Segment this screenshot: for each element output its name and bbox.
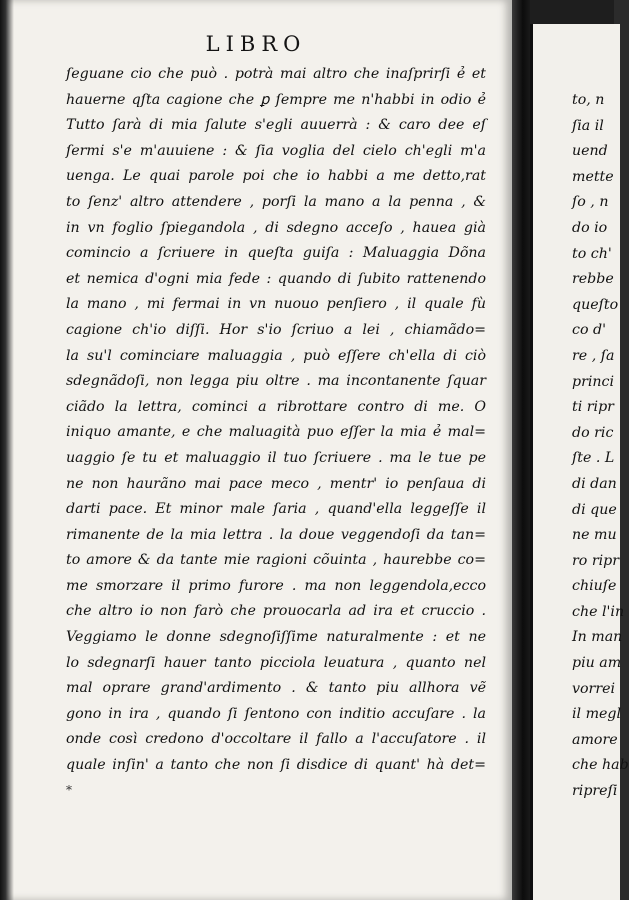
text-line: to ch' bbox=[572, 245, 612, 262]
page-mark: * bbox=[66, 783, 72, 797]
text-line: co d' bbox=[572, 322, 606, 339]
text-line: to ſenz' altro attendere , porſi la mano a la penna , & bbox=[66, 193, 486, 210]
text-line: piu am bbox=[572, 655, 622, 672]
text-line: Veggiamo le donne sdegnoſiſſime naturalmente : et ne bbox=[66, 629, 486, 646]
text-line: di dan bbox=[572, 475, 617, 492]
text-line: ro ripr bbox=[572, 552, 620, 569]
text-line: di que bbox=[572, 501, 617, 518]
text-line: ſermi s'e m'auuiene : & ſia voglia del cielo ch'egli m'a bbox=[66, 142, 486, 159]
text-line: chiuſe bbox=[572, 578, 617, 595]
right-page-cropped bbox=[530, 24, 629, 900]
text-line: mal oprare grand'ardimento . & tanto piu allhora vẽ bbox=[66, 680, 486, 697]
text-line: amore bbox=[572, 731, 618, 748]
text-line: In man bbox=[572, 629, 623, 646]
text-line: gono in ira , quando ſi ſentono con inditio accuſare . la bbox=[66, 705, 486, 722]
text-line: queſto bbox=[572, 296, 619, 313]
text-line: rimanente de la mia lettra . la doue veggendoſi da tan= bbox=[66, 526, 486, 543]
text-line: iniquo amante, e che maluagità puo eſſer la mia ẻ mal= bbox=[66, 424, 486, 441]
text-line: rebbe bbox=[572, 271, 614, 288]
text-line: Tutto ſarà di mia ſalute s'egli auuerrà : & caro dee eſ bbox=[66, 117, 486, 134]
text-line: che hab bbox=[572, 757, 629, 774]
text-line: ſeguane cio che può . potrà mai altro che inaſprirſi ẻ et bbox=[66, 66, 486, 82]
right-page-text-block bbox=[572, 88, 629, 805]
text-line: onde così credono d'occoltare il fallo a l'accuſatore . il bbox=[66, 731, 486, 748]
book-gutter bbox=[512, 0, 530, 900]
text-line: to, n bbox=[572, 92, 605, 108]
text-line: ciãdo la lettra, cominci a ribrottare contro di me. O bbox=[66, 398, 486, 415]
text-line: ſia il bbox=[572, 117, 604, 134]
text-line: to amore & da tante mie ragioni cõuinta , haurebbe co= bbox=[66, 552, 486, 569]
text-line: il megl bbox=[572, 706, 622, 723]
running-head: LIBRO bbox=[205, 32, 307, 56]
text-line: ne mu bbox=[572, 527, 617, 544]
text-line: hauerne qſta cagione che ꝑ ſempre me n'habbi in odio ẻ bbox=[66, 91, 486, 108]
text-line: uaggio ſe tu et maluaggio il tuo ſcriuere . ma le tue pe bbox=[66, 449, 486, 466]
text-line: cagione ch'io diſſi. Hor s'io ſcriuo a lei , chiamãdo= bbox=[66, 321, 486, 338]
text-line: mette bbox=[572, 168, 614, 185]
text-line: uenga. Le quai parole poi che io habbi a me detto,rat bbox=[66, 168, 486, 185]
text-line: princi bbox=[572, 373, 615, 390]
text-line: la mano , mi fermai in vn nuouo penſiero , il quale fù bbox=[66, 296, 486, 313]
text-line: che altro io non farò che prouocarla ad ira et cruccio . bbox=[66, 603, 486, 620]
text-line: ti ripr bbox=[572, 399, 614, 416]
text-line: quale inſin' a tanto che non ſi disdice di quant' hà det= bbox=[66, 757, 486, 774]
text-line: darti pace. Et minor male ſaria , quand'ella leggeſſe il bbox=[66, 501, 486, 518]
text-line: ripreſi bbox=[572, 783, 618, 800]
text-line: et nemica d'ogni mia fede : quando di ſubito rattenendo bbox=[66, 270, 486, 287]
text-line: me smorzare il primo furore . ma non leggendola,ecco bbox=[66, 577, 486, 594]
text-line: sdegnãdoſi, non legga piu oltre . ma incontanente ſquar bbox=[66, 373, 486, 390]
text-line: ne non haurãno mai pace meco , mentr' io penſaua di bbox=[66, 475, 486, 492]
text-line: re , ſa bbox=[572, 347, 615, 364]
text-line: ſte . L bbox=[572, 450, 615, 467]
text-line: ſo , n bbox=[572, 194, 609, 211]
text-line: in vn foglio ſpiegandola , di sdegno acceſo , hauea già bbox=[66, 219, 486, 236]
text-line: uend bbox=[572, 143, 608, 160]
text-line: comincio a ſcriuere in queſta guiſa : Maluaggia Dõna bbox=[66, 245, 486, 262]
left-page-text-block bbox=[66, 62, 486, 779]
text-line: lo sdegnarſi hauer tanto picciola leuatura , quanto nel bbox=[66, 654, 486, 671]
text-line: che l'in bbox=[572, 603, 625, 620]
text-line: la su'l cominciare maluaggia , può eſſere ch'ella di ciò bbox=[66, 347, 486, 364]
text-line: vorrei bbox=[572, 680, 616, 697]
text-line: do ric bbox=[572, 424, 614, 441]
text-line: do io bbox=[572, 219, 608, 236]
